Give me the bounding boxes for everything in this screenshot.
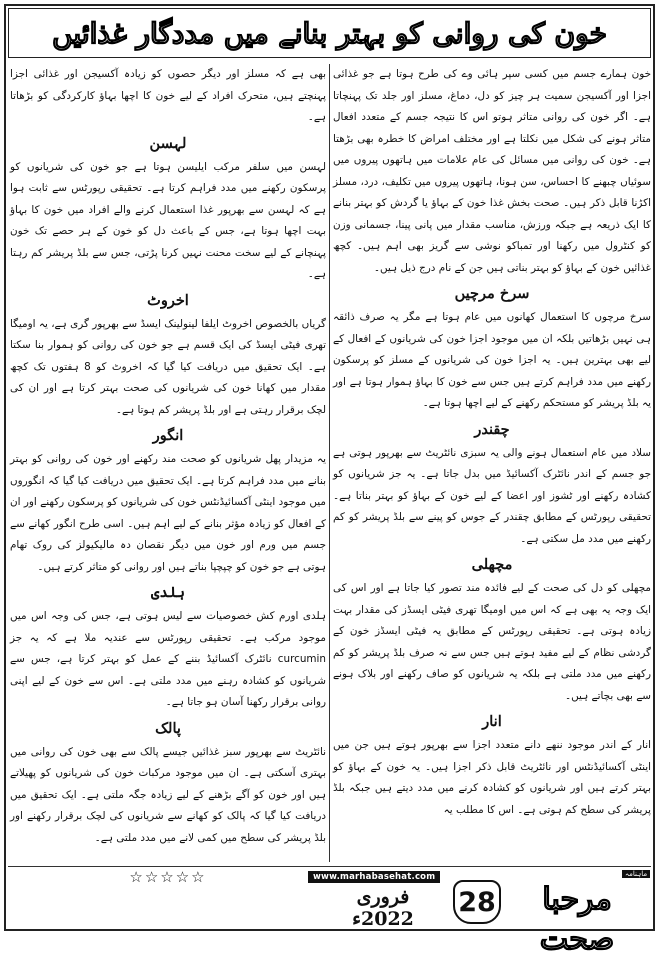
title-banner — [8, 8, 651, 58]
article-column-left — [10, 64, 326, 886]
section-heading-pomegranate: انار — [482, 713, 502, 730]
column-divider — [329, 64, 330, 862]
paragraph-walnut: گریاں بالخصوص اخروٹ ایلفا لینولینک ایسڈ سے بھرپور گری ہے، یہ اومیگا تھری فیٹی ایسڈ کی ایک قسم ہے جو خون کی روانی کو ہموار بنا سکتا ہے۔ ایک تحقیق میں دریافت کیا گیا کہ اخروٹ کو 8 ہفتوں تک کچھ مقدار میں کھانا خون کی شریانوں کی صحت بہتر کرتا ہے اور ان کی لچک برقرار رہتی ہے اور بلڈ پریشر کم ہوتا ہے۔ — [10, 317, 326, 416]
page-title: خون کی روانی کو بہتر بنانے میں مددگار غذائیں — [52, 16, 607, 50]
end-stars: ☆☆☆☆☆ — [129, 868, 207, 886]
magazine-logo: مرحبا صحت — [539, 882, 615, 957]
section-heading-garlic: لہسن — [149, 134, 187, 152]
paragraph-grapes: یہ مزیدار پھل شریانوں کو صحت مند رکھنے اور خون کی روانی کو بہتر بنانے میں مدد فراہم کرتا ہے۔ ایک تحقیق میں دریافت کیا گیا کہ انگوروں میں موجود اینٹی آکسائیڈنٹس خون کی شریانوں کو پرسکون رکھنے اور ان کے افعال کو زیادہ مؤثر بنانے کے لیے اہم ہیں۔ اسی طرح انگور کھانے سے جسم میں ورم اور خون میں دیگر نقصان دہ مالیکیولز کی روک تھام ہوتی ہے جو خون کو چپچپا بناتے ہیں اور روانی کو متاثر کرتے ہیں۔ — [10, 453, 326, 573]
section-heading-beetroot: چقندر — [474, 420, 510, 438]
paragraph-pomegranate: انار کے اندر موجود ننھے دانے متعدد اجزا سے بھرپور ہوتے ہیں جن میں اینٹی آکسائیڈنٹس اور نائٹریٹ قابل ذکر اجزا ہیں۔ یہ خون کے بہاؤ کو بہتر کرتے ہیں اور شریانوں کو کشادہ کرنے میں مدد دیتے ہیں جبکہ بلڈ پریشر کی سطح کم ہوتی ہے۔ اس کا مطلب یہ — [333, 739, 651, 816]
section-heading-turmeric: ہلدی — [151, 584, 185, 601]
footer-rule — [8, 866, 651, 867]
article-column-right — [333, 64, 651, 864]
paragraph-spinach: نائٹریٹ سے بھرپور سبز غذائیں جیسے پالک سے بھی خون کی روانی میں بہتری آسکتی ہے۔ ان میں موجود مرکبات خون کی شریانوں کو پھیلاتے ہیں اور خون کو آگے بڑھنے کے لیے زیادہ جگہ ملتی ہے۔ ایک تحقیق میں دریافت کیا گیا کہ پالک کو کھانے سے شریانوں کی لچک برقرار رکھنے اور بلڈ پریشر کی سطح میں کمی لانے میں مدد ملتی ہے۔ — [10, 745, 326, 844]
page-number: 28 — [453, 880, 501, 924]
issue-date: فروری 2022ء — [352, 886, 414, 930]
section-heading-fish: مچھلی — [471, 556, 513, 573]
section-heading-spinach: پالک — [155, 719, 181, 737]
paragraph-red-chillies: سرخ مرچوں کا استعمال کھانوں میں عام ہوتا ہے مگر یہ صرف ذائقہ ہی نہیں بڑھاتیں بلکہ ان میں موجود اجزا خون کی شریانوں کے افعال کے لیے بھی بہترین ہیں۔ یہ اجزا خون کی شریانوں کے مسلز کو پرسکون رکھنے میں مدد فراہم کرتے ہیں جس سے خون کا بہاؤ ہموار ہوتا ہے اور یہ بلڈ پریشر کو مستحکم رکھنے کے لیے اچھا ہوتا ہے۔ — [333, 311, 651, 409]
section-heading-red-chillies: سرخ مرچیں — [454, 285, 530, 302]
paragraph-fish: مچھلی کو دل کی صحت کے لیے فائدہ مند تصور کیا جاتا ہے اور اس کی ایک وجہ یہ بھی ہے کہ اس میں اومیگا تھری فیٹی ایسڈز کی مقدار بہت زیادہ ہوتی ہے۔ تحقیقی رپورٹس کے مطابق یہ فیٹی ایسڈز خون کے گردشی نظام کے لیے مفید ہوتے ہیں جس سے نہ صرف بلڈ پریشر کو کم رکھنے میں مدد ملتی ہے بلکہ یہ شریانوں کو صاف رکھنے اور بلاک ہونے سے بھی بچاتے ہیں۔ — [333, 582, 651, 702]
paragraph-continuation: بھی ہے کہ مسلز اور دیگر حصوں کو زیادہ آکسیجن اور غذائی اجزا پہنچتے ہیں، متحرک افراد کے لیے خون کا اچھا بہاؤ کارکردگی کو بڑھاتا ہے۔ — [10, 68, 326, 123]
paragraph-garlic: لہسن میں سلفر مرکب ایلیسن ہوتا ہے جو خون کی شریانوں کو پرسکون رکھنے میں مدد فراہم کرتا ہے۔ تحقیقی رپورٹس سے ثابت ہوا ہے کہ لہسن سے بھرپور غذا استعمال کرنے والے افراد میں خون کا بہاؤ بہت اچھا ہوتا ہے، جس کے باعث دل کو خون کے ہر حصے تک خون پہنچانے کے لیے سخت محنت نہیں کرنا پڑتی، جس سے بلڈ پریشر کم رہتا ہے۔ — [10, 160, 326, 280]
paragraph-turmeric: ہلدی اورم کش خصوصیات سے لیس ہوتی ہے، جس کی وجہ اس میں موجود مرکب ہے۔ تحقیقی رپورٹس سے عندیہ ملا ہے کہ یہ جز curcumin نائٹرک آکسائیڈ بننے کے عمل کو بہتر کرتا ہے، جس سے شریانوں کو کشادہ رہنے میں مدد ملتی ہے۔ اس سے خون کے لیے اپنی روانی برقرار رکھنا آسان ہو جاتا ہے۔ — [10, 610, 326, 708]
section-heading-walnut: اخروٹ — [147, 291, 189, 309]
section-heading-grapes: انگور — [152, 427, 184, 444]
page-footer — [8, 868, 651, 957]
intro-paragraph: خون ہمارے جسم میں کسی سپر ہائی وے کی طرح ہوتا ہے جو غذائی اجزا اور آکسیجن سمیت ہر چیز کو دل، دماغ، مسلز اور جلد تک پہنچاتا ہے۔ اگر خون کی روانی متاثر ہوتو اس کا نتیجہ جسم کے متعدد افعال متاثر ہونے کی شکل میں نکلتا ہے اور مختلف امراض کا خطرہ بھی بڑھتا ہے۔ خون کی روانی میں مسائل کی عام علامات میں ہاتھوں پیروں میں سوئیاں چبھنے کا احساس، سن ہونا، ہاتھوں پیروں میں تکلیف، درد، مسلز اکڑنا قابل ذکر ہیں۔ صحت بخش غذا خون کے بہاؤ یا گردش کو بہتر بنانے کا ایک ذریعہ ہے جبکہ ورزش، مناسب مقدار میں پانی پینا، جسمانی وزن کو کنٹرول میں رکھنا اور تمباکو نوشی سے گریز بھی اہم ہیں۔ کچھ غذائیں خون کے بہاؤ کو بہتر بناتی ہیں جن کے نام درج ذیل ہیں۔ — [333, 68, 651, 274]
magazine-label: ماہنامہ — [622, 870, 650, 878]
website-url: www.marhabasehat.com — [308, 871, 440, 883]
paragraph-beetroot: سلاد میں عام استعمال ہونے والی یہ سبزی نائٹریٹ سے بھرپور ہوتی ہے جو جسم کے اندر نائٹرک آکسائیڈ میں بدل جاتا ہے۔ یہ جز شریانوں کو کشادہ رکھنے اور ٹشوز اور اعضا کے لیے خون کے بہاؤ کو بہتر بناتا ہے۔ تحقیقی رپورٹس کے مطابق چقندر کے جوس کو پینے سے بلڈ پریشر کو کم رکھنے میں مدد مل سکتی ہے۔ — [333, 446, 651, 545]
